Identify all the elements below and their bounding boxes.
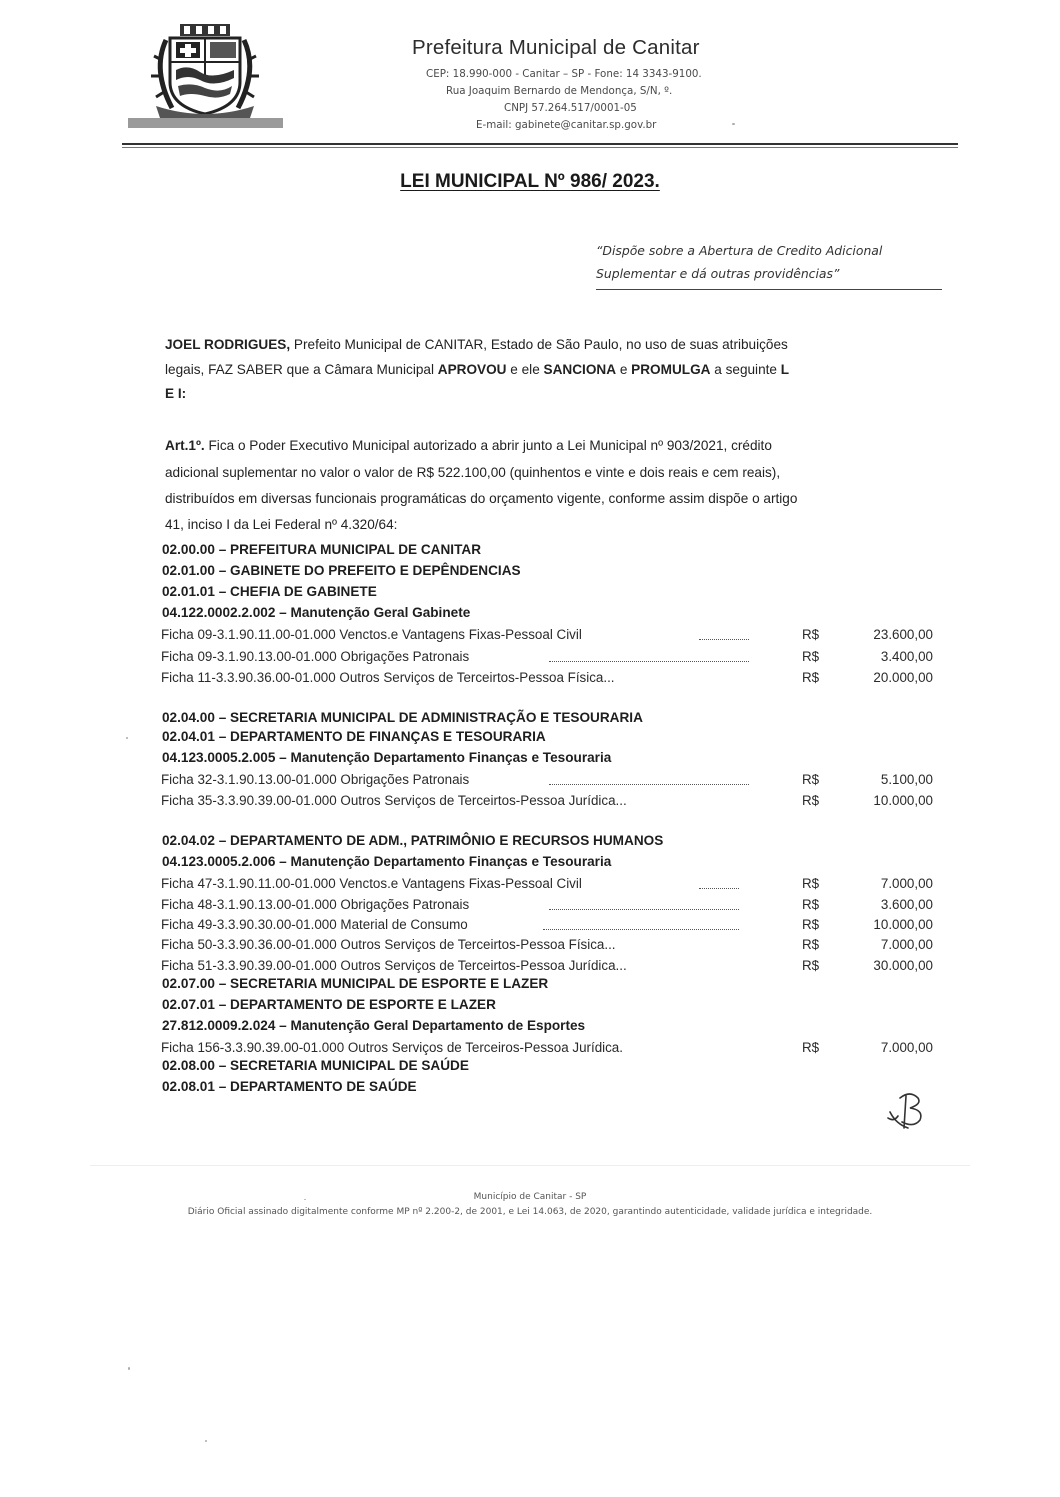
signature-initials: [880, 1088, 940, 1134]
scan-speck: [205, 1440, 207, 1442]
budget-heading: 02.07.01 – DEPARTAMENTO DE ESPORTE E LAZER: [162, 997, 496, 1012]
municipal-crest: [128, 20, 283, 132]
scan-speck: [304, 1199, 306, 1200]
budget-row: Ficha 156-3.3.90.39.00-01.000 Outros Serviços de Terceiros-Pessoa Jurídica. R$ 7.000,00: [161, 1040, 933, 1055]
budget-row: Ficha 48-3.1.90.13.00-01.000 Obrigações Patronais R$ 3.600,00: [161, 897, 933, 912]
header-address-line: CEP: 18.990-000 - Canitar – SP - Fone: 14 3343-9100.: [426, 68, 702, 80]
header-divider: [122, 143, 958, 145]
budget-heading: 02.00.00 – PREFEITURA MUNICIPAL DE CANITAR: [162, 542, 482, 557]
preamble-line: E I:: [165, 386, 187, 401]
budget-heading: 04.123.0005.2.006 – Manutenção Departamento Finanças e Tesouraria: [162, 854, 612, 869]
ementa-line: Suplementar e dá outras providências”: [596, 266, 840, 281]
budget-heading: 02.01.01 – CHEFIA DE GABINETE: [162, 584, 377, 599]
page-separator: [90, 1165, 970, 1166]
budget-heading: 02.04.01 – DEPARTAMENTO DE FINANÇAS E TESOURARIA: [162, 729, 546, 744]
article-line: 41, inciso I da Lei Federal nº 4.320/64:: [165, 517, 398, 532]
budget-heading: 27.812.0009.2.024 – Manutenção Geral Departamento de Esportes: [162, 1018, 586, 1033]
budget-row: Ficha 47-3.1.90.11.00-01.000 Venctos.e Vantagens Fixas-Pessoal Civil R$ 7.000,00: [161, 876, 933, 891]
budget-row: Ficha 35-3.3.90.39.00-01.000 Outros Serviços de Terceirtos-Pessoa Jurídica... R$ 10.000,00: [161, 793, 933, 808]
budget-row: Ficha 51-3.3.90.39.00-01.000 Outros Serviços de Terceirtos-Pessoa Jurídica... R$ 30.000,00: [161, 958, 933, 973]
budget-heading: 04.123.0005.2.005 – Manutenção Departamento Finanças e Tesouraria: [162, 750, 612, 765]
article-line: adicional suplementar no valor o valor de R$ 522.100,00 (quinhentos e vinte e dois reais e cem reais),: [165, 465, 781, 480]
budget-heading: 02.04.00 – SECRETARIA MUNICIPAL DE ADMINISTRAÇÃO E TESOURARIA: [162, 710, 643, 725]
article-line: Art.1º. Fica o Poder Executivo Municipal autorizado a abrir junto a Lei Municipal nº 903/2021, crédito: [165, 438, 772, 453]
budget-heading: 04.122.0002.2.002 – Manutenção Geral Gabinete: [162, 605, 471, 620]
budget-row: Ficha 49-3.3.90.30.00-01.000 Material de Consumo R$ 10.000,00: [161, 917, 933, 932]
law-title: LEI MUNICIPAL Nº 986/ 2023.: [400, 171, 660, 192]
header-cnpj-line: CNPJ 57.264.517/0001-05: [504, 102, 637, 114]
budget-heading: 02.01.00 – GABINETE DO PREFEITO E DEPÊNDENCIAS: [162, 563, 521, 578]
ementa-underline: [596, 289, 942, 290]
article-line: distribuídos em diversas funcionais programáticas do orçamento vigente, conforme assim dispõe o artigo: [165, 491, 798, 506]
budget-row: Ficha 32-3.1.90.13.00-01.000 Obrigações Patronais R$ 5.100,00: [161, 772, 933, 787]
budget-heading: 02.04.02 – DEPARTAMENTO DE ADM., PATRIMÔNIO E RECURSOS HUMANOS: [162, 833, 664, 848]
scan-speck: [128, 1367, 130, 1370]
footer-municipality: Município de Canitar - SP: [473, 1192, 587, 1202]
scan-speck: [732, 123, 735, 125]
header-divider: [122, 147, 958, 148]
budget-row: Ficha 50-3.3.90.36.00-01.000 Outros Serviços de Terceirtos-Pessoa Física... R$ 7.000,00: [161, 937, 933, 952]
budget-row: Ficha 09-3.1.90.11.00-01.000 Venctos.e Vantagens Fixas-Pessoal Civil R$ 23.600,00: [161, 627, 933, 642]
budget-heading: 02.08.00 – SECRETARIA MUNICIPAL DE SAÚDE: [162, 1058, 469, 1073]
header-title: Prefeitura Municipal de Canitar: [412, 36, 700, 59]
budget-row: Ficha 09-3.1.90.13.00-01.000 Obrigações Patronais R$ 3.400,00: [161, 649, 933, 664]
budget-heading: 02.08.01 – DEPARTAMENTO DE SAÚDE: [162, 1079, 417, 1094]
header-email-line: E-mail: gabinete@canitar.sp.gov.br: [476, 119, 657, 131]
header-address-line: Rua Joaquim Bernardo de Mendonça, S/N, º.: [446, 85, 673, 97]
scan-speck: [126, 737, 128, 739]
preamble-line: legais, FAZ SABER que a Câmara Municipal APROVOU e ele SANCIONA e PROMULGA a seguinte L: [165, 362, 790, 377]
ementa-line: “Dispõe sobre a Abertura de Credito Adicional: [596, 243, 883, 258]
footer-legal-note: Diário Oficial assinado digitalmente conforme MP nº 2.200-2, de 2001, e Lei 14.063, de 2020, garantindo autenticidade, validade jurídica e integridade.: [187, 1207, 873, 1217]
budget-row: Ficha 11-3.3.90.36.00-01.000 Outros Serviços de Terceirtos-Pessoa Física... R$ 20.000,00: [161, 670, 933, 685]
budget-heading: 02.07.00 – SECRETARIA MUNICIPAL DE ESPORTE E LAZER: [162, 976, 549, 991]
preamble-line: JOEL RODRIGUES, Prefeito Municipal de CANITAR, Estado de São Paulo, no uso de suas atribuições: [165, 337, 788, 352]
